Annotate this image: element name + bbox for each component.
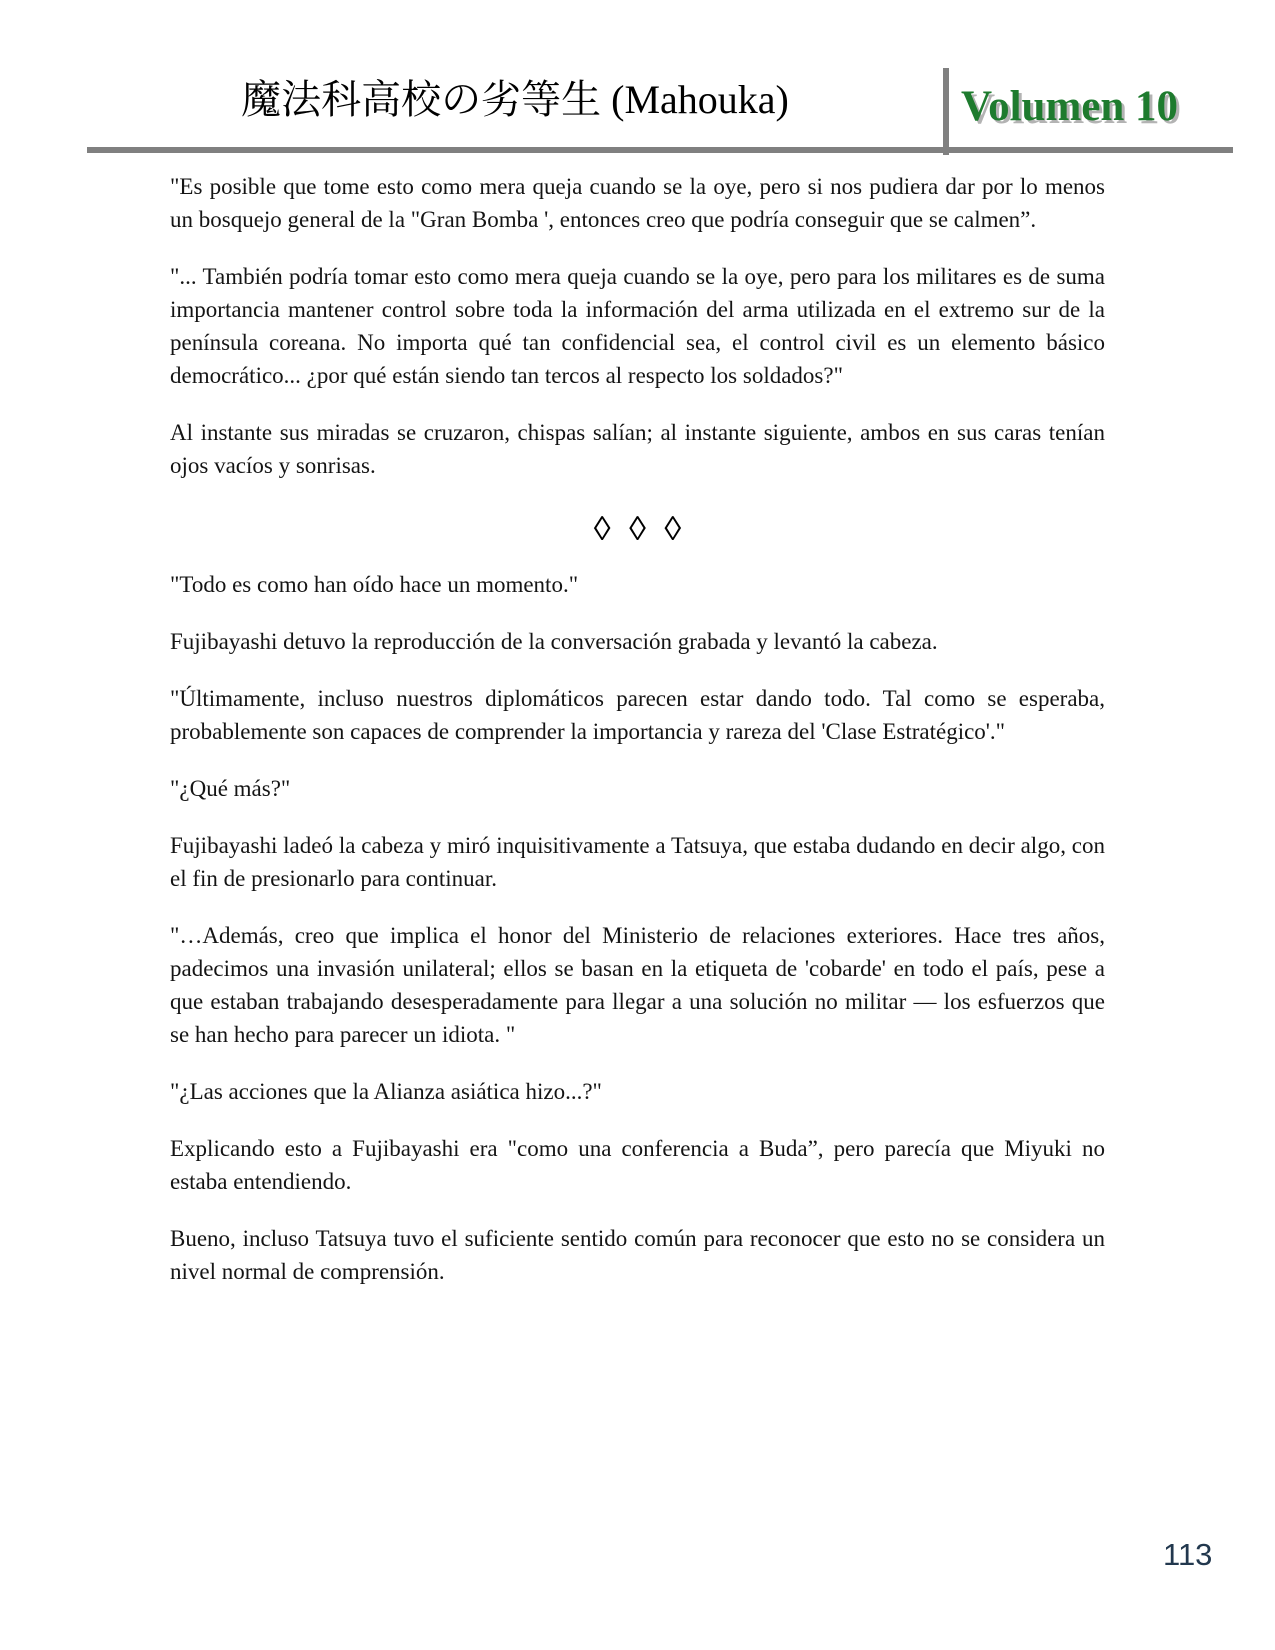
volume-label: Volumen 10 [961, 83, 1179, 130]
header-vertical-divider [943, 68, 949, 155]
page-number: 113 [1163, 1537, 1213, 1572]
body-text [170, 170, 1105, 1312]
paragraph: Fujibayashi detuvo la reproducción de la conversación grabada y levantó la cabeza. [170, 629, 938, 654]
paragraph: Bueno, incluso Tatsuya tuvo el suficiente sentido común para reconocer que esto no se considera un nivel normal de comprensión. [170, 1226, 1105, 1284]
paragraph: "Es posible que tome esto como mera queja cuando se la oye, pero si nos pudiera dar por lo menos un bosquejo general de la "Gran Bomba ', entonces creo que podría conseguir que se calmen”. [170, 174, 1105, 232]
paragraph: "¿Las acciones que la Alianza asiática hizo...?" [170, 1079, 602, 1104]
section-divider: ◊ ◊ ◊ [593, 511, 682, 548]
paragraph: "Últimamente, incluso nuestros diplomáticos parecen estar dando todo. Tal como se esperaba, probablemente son capaces de comprender la importancia y rareza del 'Clase Estratégico'." [170, 686, 1105, 744]
page-title: 魔法科高校の劣等生 (Mahouka) [241, 77, 789, 122]
paragraph: "... También podría tomar esto como mera queja cuando se la oye, pero para los militares es de suma importancia mantener control sobre toda la información del arma utilizada en el extremo sur de la península coreana. No importa qué tan confidencial sea, el control civil es un elemento básico democrático... ¿por qué están siendo tan tercos al respecto los soldados?" [170, 264, 1105, 388]
paragraph: Fujibayashi ladeó la cabeza y miró inquisitivamente a Tatsuya, que estaba dudando en decir algo, con el fin de presionarlo para continuar. [170, 833, 1105, 891]
header-rule [87, 147, 1233, 153]
paragraph: Explicando esto a Fujibayashi era "como una conferencia a Buda”, pero parecía que Miyuki no estaba entendiendo. [170, 1136, 1105, 1194]
paragraph: "…Además, creo que implica el honor del Ministerio de relaciones exteriores. Hace tres años, padecimos una invasión unilateral; ellos se basan en la etiqueta de 'cobarde' en todo el país, pese a que estaban trabajando desesperadamente para llegar a una solución no militar — los esfuerzos que se han hecho para parecer un idiota. " [170, 923, 1105, 1047]
paragraph: Al instante sus miradas se cruzaron, chispas salían; al instante siguiente, ambos en sus caras tenían ojos vacíos y sonrisas. [170, 420, 1105, 478]
paragraph: "¿Qué más?" [170, 776, 291, 801]
paragraph: "Todo es como han oído hace un momento." [170, 572, 579, 597]
